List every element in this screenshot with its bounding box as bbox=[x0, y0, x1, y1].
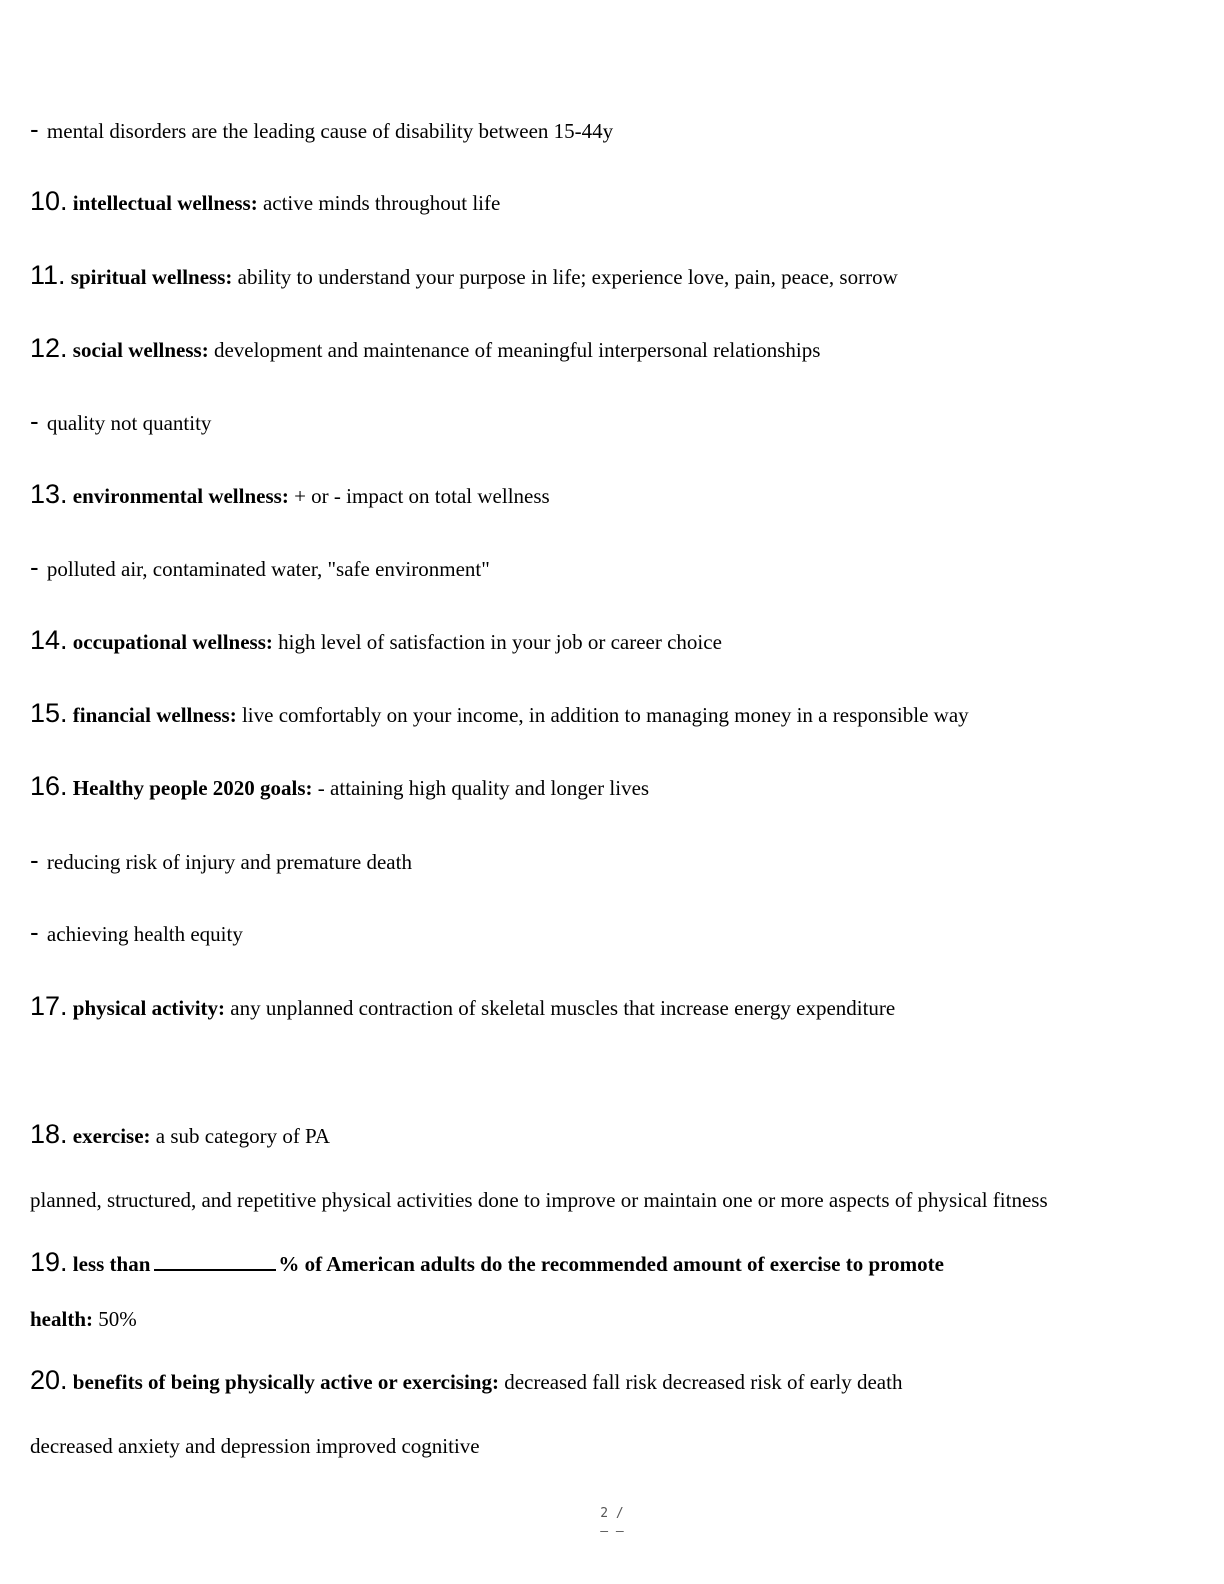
definition-text: ability to understand your purpose in life; experience love, pain, peace, sorrow bbox=[237, 265, 898, 289]
dash-marker: - bbox=[30, 552, 39, 582]
item-number: 11. bbox=[30, 260, 66, 290]
term-label: financial wellness: bbox=[72, 703, 237, 727]
continuation-line bbox=[30, 1306, 1194, 1332]
term-label: occupational wellness: bbox=[72, 630, 273, 654]
term-label: spiritual wellness: bbox=[70, 265, 233, 289]
item-number: 16. bbox=[30, 771, 68, 801]
line-text: mental disorders are the leading cause of disability between 15-44y bbox=[46, 119, 614, 143]
definition-item bbox=[30, 993, 1194, 1021]
definition-text: any unplanned contraction of skeletal muscles that increase energy expenditure bbox=[230, 996, 896, 1020]
definition-text: - attaining high quality and longer lives bbox=[317, 776, 650, 800]
line-text: achieving health equity bbox=[46, 922, 243, 946]
definition-text: live comfortably on your income, in addition to managing money in a responsible way bbox=[241, 703, 969, 727]
line-text: planned, structured, and repetitive physical activities done to improve or maintain one or more aspects of physical fitness bbox=[30, 1188, 1048, 1212]
term-label: Healthy people 2020 goals: bbox=[72, 776, 313, 800]
page-footer bbox=[0, 1505, 1224, 1533]
item-number: 19. bbox=[30, 1247, 68, 1277]
definition-text: development and maintenance of meaningful interpersonal relationships bbox=[213, 338, 821, 362]
continuation-line bbox=[30, 1187, 1194, 1213]
definition-item bbox=[30, 481, 1194, 509]
continuation-line bbox=[30, 1433, 1194, 1459]
dash-marker: - bbox=[30, 917, 39, 947]
definition-item bbox=[30, 335, 1194, 363]
page-number: 2 / bbox=[600, 1506, 624, 1521]
term-label: intellectual wellness: bbox=[72, 191, 258, 215]
term-label: health: bbox=[30, 1307, 93, 1331]
line-text: polluted air, contaminated water, "safe environment" bbox=[46, 557, 490, 581]
item-number: 13. bbox=[30, 479, 68, 509]
bullet-line bbox=[30, 847, 1194, 875]
definition-item bbox=[30, 1249, 1194, 1277]
term-label-after-blank: % of American adults do the recommended amount of exercise to promote bbox=[278, 1252, 944, 1276]
definition-item bbox=[30, 700, 1194, 728]
item-number: 20. bbox=[30, 1365, 68, 1395]
dash-marker: - bbox=[30, 406, 39, 436]
definition-item bbox=[30, 1121, 1194, 1149]
line-text: decreased anxiety and depression improved cognitive bbox=[30, 1434, 480, 1458]
term-label: exercise: bbox=[72, 1124, 151, 1148]
term-label: benefits of being physically active or exercising: bbox=[72, 1370, 499, 1394]
term-label: social wellness: bbox=[72, 338, 209, 362]
term-label: physical activity: bbox=[72, 996, 226, 1020]
definition-item bbox=[30, 1367, 1194, 1395]
definition-text: active minds throughout life bbox=[262, 191, 501, 215]
term-label-before-blank: less than bbox=[72, 1252, 151, 1276]
definition-text: + or - impact on total wellness bbox=[294, 484, 550, 508]
definition-item bbox=[30, 262, 1194, 290]
line-text: reducing risk of injury and premature death bbox=[46, 850, 412, 874]
bullet-line bbox=[30, 408, 1194, 436]
definition-text: a sub category of PA bbox=[155, 1124, 330, 1148]
term-label: environmental wellness: bbox=[72, 484, 289, 508]
line-text: quality not quantity bbox=[46, 411, 212, 435]
bullet-line bbox=[30, 116, 1194, 144]
item-number: 15. bbox=[30, 698, 68, 728]
item-number: 14. bbox=[30, 625, 68, 655]
item-number: 12. bbox=[30, 333, 68, 363]
answer-text: 50% bbox=[98, 1307, 137, 1331]
item-number: 18. bbox=[30, 1119, 68, 1149]
item-number: 17. bbox=[30, 991, 68, 1021]
item-number: 10. bbox=[30, 186, 68, 216]
definition-item bbox=[30, 627, 1194, 655]
definition-text: decreased fall risk decreased risk of early death bbox=[504, 1370, 903, 1394]
definition-item bbox=[30, 188, 1194, 216]
fill-in-blank bbox=[154, 1251, 276, 1271]
bullet-line bbox=[30, 919, 1194, 947]
definition-item bbox=[30, 773, 1194, 801]
dash-marker: - bbox=[30, 114, 39, 144]
clipped-line-marker: – – bbox=[600, 1524, 624, 1533]
dash-marker: - bbox=[30, 845, 39, 875]
bullet-line bbox=[30, 554, 1194, 582]
definition-text: high level of satisfaction in your job or career choice bbox=[278, 630, 722, 654]
